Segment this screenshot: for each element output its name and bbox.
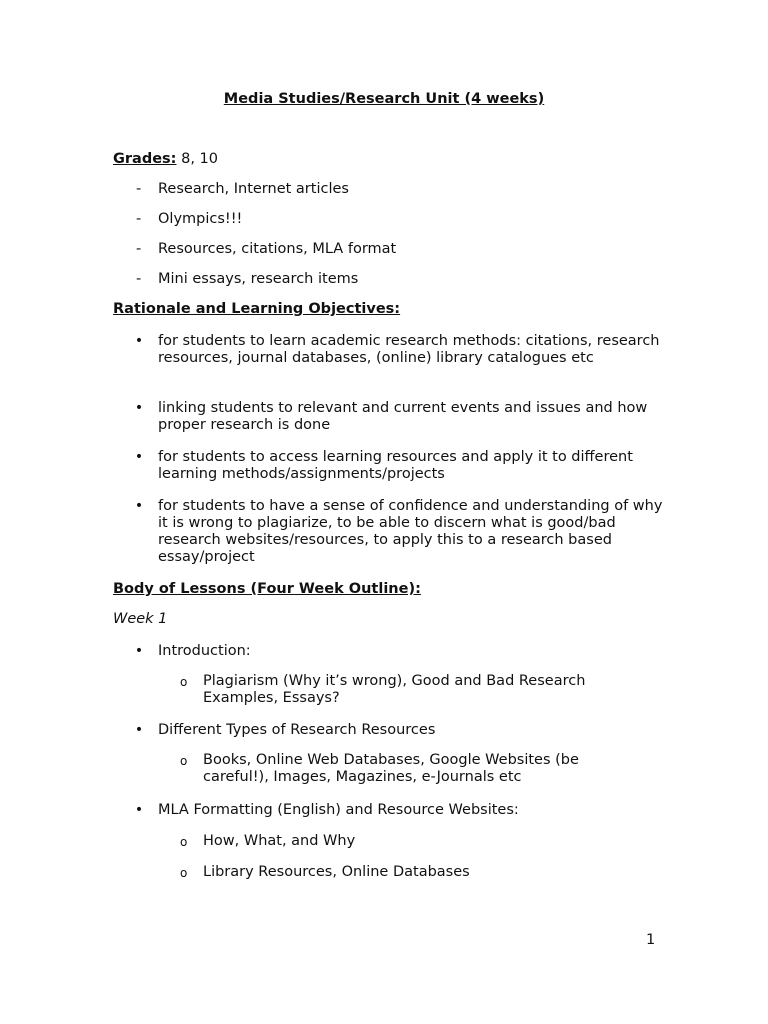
week-label: Week 1 bbox=[113, 611, 168, 627]
rationale-heading: Rationale and Learning Objectives: bbox=[113, 301, 401, 317]
bullet-marker: • bbox=[134, 333, 144, 349]
dash-marker: - bbox=[136, 271, 142, 287]
lesson-text: Introduction: bbox=[158, 643, 251, 659]
bullet-marker: • bbox=[134, 400, 144, 416]
objective-text: for students to learn academic research methods: citations, research resources, journal databases, (online) library catalogues etc bbox=[158, 333, 660, 366]
objective-text: for students to have a sense of confidence and understanding of why it is wrong to plagiarize, to be able to discern what is good/bad research websites/resources, to apply this to a research based essay/project bbox=[158, 498, 663, 565]
lesson-subitem-text: Books, Online Web Databases, Google Websites (be careful!), Images, Magazines, e-Journals etc bbox=[203, 752, 579, 785]
grades-value: 8, 10 bbox=[176, 151, 218, 167]
dash-marker: - bbox=[136, 181, 142, 197]
sub-bullet-marker: o bbox=[180, 866, 188, 880]
body-heading: Body of Lessons (Four Week Outline): bbox=[113, 581, 421, 597]
lesson-subitem-text: How, What, and Why bbox=[203, 833, 356, 849]
topic-text: Research, Internet articles bbox=[158, 181, 349, 197]
page-number: 1 bbox=[646, 932, 656, 948]
grades-line bbox=[113, 151, 218, 168]
bullet-marker: • bbox=[134, 449, 144, 465]
document-title: Media Studies/Research Unit (4 weeks) bbox=[223, 91, 545, 107]
lesson-text: MLA Formatting (English) and Resource Websites: bbox=[158, 802, 519, 818]
sub-bullet-marker: o bbox=[180, 754, 188, 768]
objective-text: linking students to relevant and current events and issues and how proper research is done bbox=[158, 400, 648, 433]
bullet-marker: • bbox=[134, 498, 144, 514]
lesson-subitem-text: Plagiarism (Why it’s wrong), Good and Bad Research Examples, Essays? bbox=[203, 673, 586, 706]
topic-text: Olympics!!! bbox=[158, 211, 243, 227]
topic-text: Mini essays, research items bbox=[158, 271, 359, 287]
dash-marker: - bbox=[136, 241, 142, 257]
sub-bullet-marker: o bbox=[180, 675, 188, 689]
objective-text: for students to access learning resources and apply it to different learning methods/assignments/projects bbox=[158, 449, 633, 482]
dash-marker: - bbox=[136, 211, 142, 227]
sub-bullet-marker: o bbox=[180, 835, 188, 849]
lesson-text: Different Types of Research Resources bbox=[158, 722, 436, 738]
topic-text: Resources, citations, MLA format bbox=[158, 241, 397, 257]
bullet-marker: • bbox=[134, 722, 144, 738]
bullet-marker: • bbox=[134, 643, 144, 659]
bullet-marker: • bbox=[134, 802, 144, 818]
lesson-subitem-text: Library Resources, Online Databases bbox=[203, 864, 470, 880]
grades-label: Grades: bbox=[113, 151, 177, 167]
